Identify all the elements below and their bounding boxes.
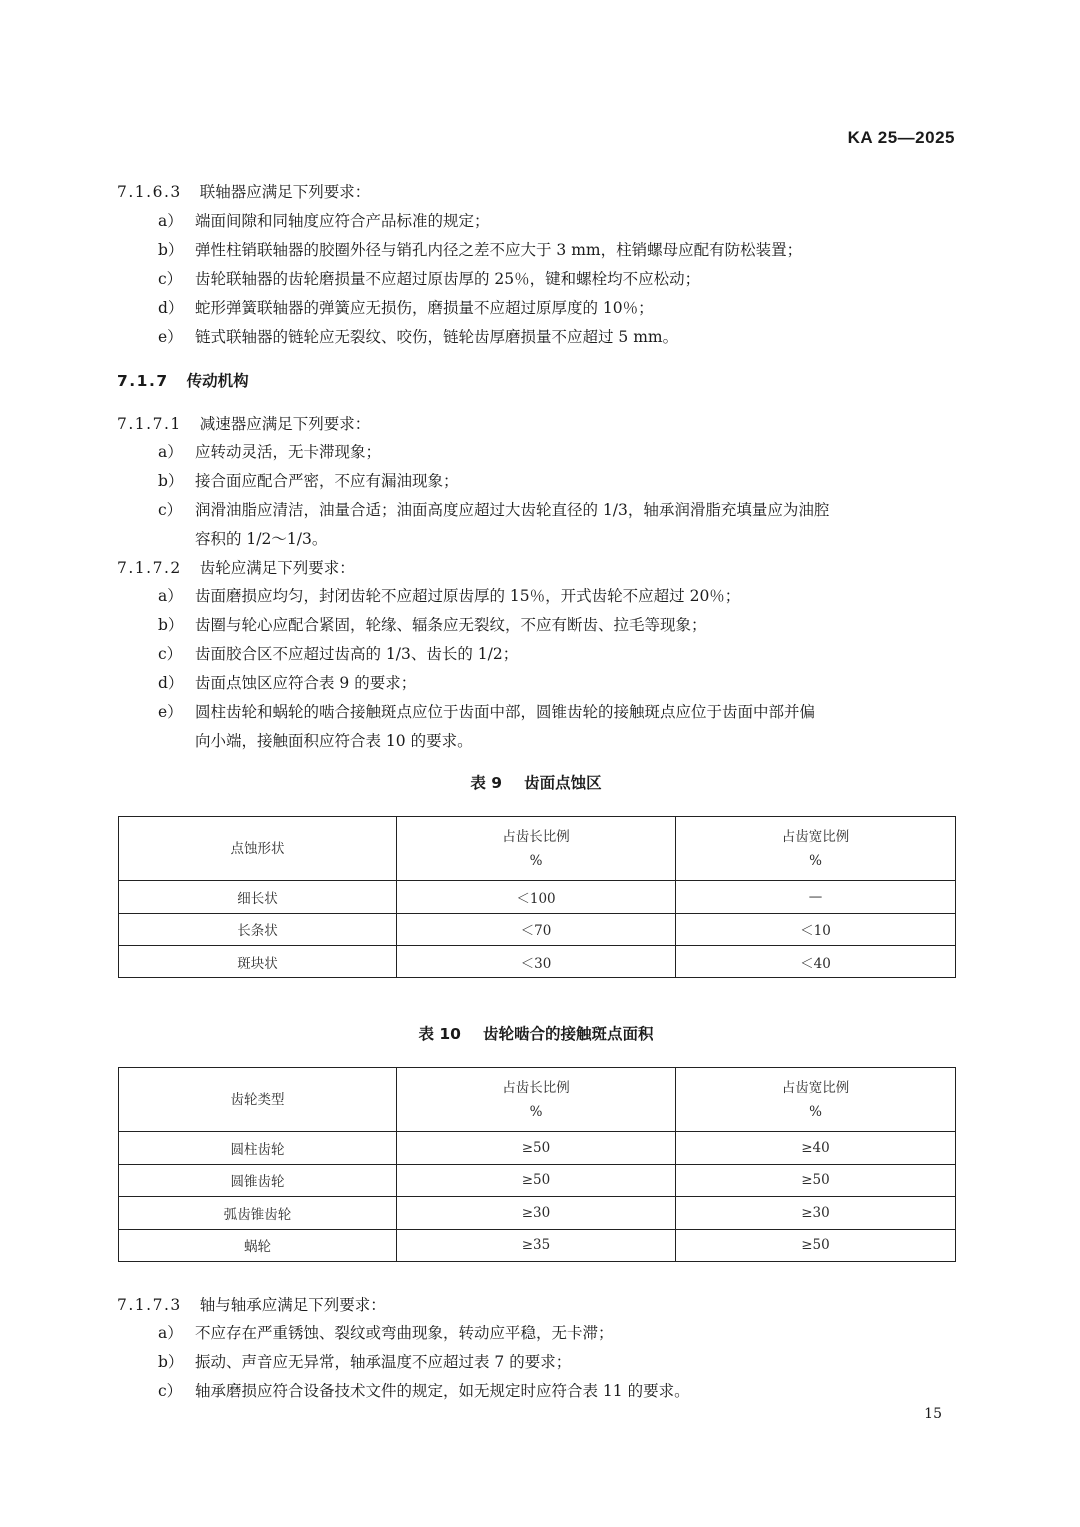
page-number: 15 bbox=[924, 1406, 942, 1422]
item-text: 蛇形弹簧联轴器的弹簧应无损伤，磨损量不应超过原厚度的 10％； bbox=[195, 299, 654, 317]
section-7-1-7-heading bbox=[117, 369, 249, 391]
item-continuation: 容积的 1/2～1/3。 bbox=[195, 530, 328, 548]
header-cell bbox=[119, 817, 397, 881]
item-text: 振动、声音应无异常，轴承温度不应超过表 7 的要求； bbox=[195, 1353, 572, 1371]
item-text: 端面间隙和同轴度应符合产品标准的规定； bbox=[195, 212, 490, 230]
item-text: 应转动灵活，无卡滞现象； bbox=[195, 443, 382, 461]
item-marker: c） bbox=[158, 645, 183, 663]
table-header-row bbox=[119, 1068, 956, 1132]
item-marker: c） bbox=[158, 501, 183, 519]
clause-title: 减速器应满足下列要求： bbox=[199, 415, 371, 433]
table-cell: ＜100 bbox=[397, 881, 676, 914]
clause-7-1-6-3 bbox=[117, 180, 370, 202]
header-cell bbox=[397, 817, 676, 881]
item-marker: b） bbox=[158, 472, 184, 490]
table-cell: 圆柱齿轮 bbox=[119, 1132, 397, 1165]
table-cell: ≥50 bbox=[676, 1164, 956, 1197]
header-text: 占齿宽比例 bbox=[781, 1079, 850, 1096]
table-cell: ＜30 bbox=[397, 946, 676, 978]
header-text: 占齿长比例 bbox=[502, 828, 570, 845]
list-item bbox=[158, 671, 416, 693]
item-marker: e） bbox=[158, 703, 183, 721]
clause-number: 7.1.6.3 bbox=[117, 183, 182, 201]
table-10 bbox=[118, 1067, 956, 1262]
table-cell: ≥40 bbox=[676, 1132, 956, 1165]
clause-7-1-7-1 bbox=[117, 412, 370, 434]
table-cell: 弧齿锥齿轮 bbox=[119, 1197, 397, 1230]
clause-7-1-7-3 bbox=[117, 1293, 386, 1315]
header-cell bbox=[397, 1068, 676, 1132]
table-cell: 圆锥齿轮 bbox=[119, 1164, 397, 1197]
table-9 bbox=[118, 816, 956, 978]
table-row bbox=[119, 1229, 956, 1261]
item-text: 接合面应配合严密，不应有漏油现象； bbox=[195, 472, 459, 490]
item-marker: a） bbox=[158, 1324, 183, 1342]
table-cell: ＜10 bbox=[676, 913, 956, 946]
table-cell: ≥50 bbox=[397, 1132, 676, 1165]
list-item bbox=[158, 440, 381, 462]
table-cell: — bbox=[676, 881, 956, 914]
item-continuation: 向小端，接触面积应符合表 10 的要求。 bbox=[195, 732, 473, 750]
item-text: 齿轮联轴器的齿轮磨损量不应超过原齿厚的 25％，键和螺栓均不应松动； bbox=[195, 270, 701, 288]
table-cell: ＜70 bbox=[397, 913, 676, 946]
header-cell bbox=[119, 1068, 397, 1132]
item-text: 不应存在严重锈蚀、裂纹或弯曲现象，转动应平稳，无卡滞； bbox=[195, 1324, 614, 1342]
table-cell: ≥30 bbox=[676, 1197, 956, 1230]
list-item bbox=[158, 1379, 690, 1401]
list-item bbox=[158, 238, 802, 260]
header-text: 占齿宽比例 bbox=[781, 828, 850, 845]
table-row bbox=[119, 1164, 956, 1197]
list-item bbox=[158, 613, 707, 635]
item-marker: d） bbox=[158, 674, 184, 692]
item-text: 齿面磨损应均匀，封闭齿轮不应超过原齿厚的 15％，开式齿轮不应超过 20％； bbox=[195, 587, 741, 605]
clause-7-1-7-2 bbox=[117, 556, 355, 578]
table-row bbox=[119, 881, 956, 914]
list-item bbox=[158, 584, 740, 606]
table-10-caption bbox=[117, 1022, 955, 1044]
list-item bbox=[158, 700, 815, 722]
header-unit: % bbox=[809, 1103, 822, 1120]
table-9-caption bbox=[117, 771, 955, 793]
item-marker: e） bbox=[158, 328, 183, 346]
item-marker: b） bbox=[158, 1353, 184, 1371]
list-item bbox=[158, 1321, 614, 1343]
table-cell: 斑块状 bbox=[119, 946, 397, 978]
list-item bbox=[158, 296, 654, 318]
clause-number: 7.1.7.3 bbox=[117, 1296, 182, 1314]
header-unit: % bbox=[809, 852, 822, 869]
table-title: 齿轮啮合的接触斑点面积 bbox=[482, 1025, 654, 1043]
header-unit: % bbox=[529, 852, 543, 869]
header-cell bbox=[676, 817, 956, 881]
table-cell: ≥30 bbox=[397, 1197, 676, 1230]
item-marker: a） bbox=[158, 587, 183, 605]
item-text: 齿面胶合区不应超过齿高的 1/3、齿长的 1/2； bbox=[195, 645, 519, 663]
table-header-row bbox=[119, 817, 956, 881]
header-text: 点蚀形状 bbox=[230, 840, 285, 857]
table-title: 齿面点蚀区 bbox=[524, 774, 602, 792]
table-cell: 细长状 bbox=[119, 881, 397, 914]
table-row bbox=[119, 946, 956, 978]
list-item bbox=[158, 267, 700, 289]
item-marker: a） bbox=[158, 212, 183, 230]
list-item bbox=[158, 498, 829, 520]
item-text: 轴承磨损应符合设备技术文件的规定，如无规定时应符合表 11 的要求。 bbox=[195, 1382, 690, 1400]
table-cell: ≥35 bbox=[397, 1229, 676, 1261]
table-row bbox=[119, 1132, 956, 1165]
table-cell: 蜗轮 bbox=[119, 1229, 397, 1261]
list-item bbox=[158, 469, 459, 491]
item-marker: c） bbox=[158, 270, 183, 288]
clause-title: 轴与轴承应满足下列要求： bbox=[199, 1296, 386, 1314]
item-text: 链式联轴器的链轮应无裂纹、咬伤，链轮齿厚磨损量不应超过 5 mm。 bbox=[195, 328, 679, 346]
table-row bbox=[119, 1197, 956, 1230]
item-marker: c） bbox=[158, 1382, 183, 1400]
item-marker: b） bbox=[158, 616, 184, 634]
list-item bbox=[158, 642, 518, 664]
item-marker: a） bbox=[158, 443, 183, 461]
list-item bbox=[158, 1350, 571, 1372]
section-number: 7.1.7 bbox=[117, 372, 169, 390]
list-item bbox=[158, 209, 490, 231]
item-text: 齿圈与轮心应配合紧固，轮缘、辐条应无裂纹，不应有断齿、拉毛等现象； bbox=[195, 616, 707, 634]
header-text: 占齿长比例 bbox=[502, 1079, 570, 1096]
header-unit: % bbox=[529, 1103, 543, 1120]
header-cell bbox=[676, 1068, 956, 1132]
item-text: 齿面点蚀区应符合表 9 的要求； bbox=[195, 674, 417, 692]
section-title: 传动机构 bbox=[186, 372, 249, 390]
item-text: 弹性柱销联轴器的胶圈外径与销孔内径之差不应大于 3 mm，柱销螺母应配有防松装置； bbox=[195, 241, 803, 259]
item-text: 圆柱齿轮和蜗轮的啮合接触斑点应位于齿面中部，圆锥齿轮的接触斑点应位于齿面中部并偏 bbox=[195, 703, 816, 721]
clause-title: 联轴器应满足下列要求： bbox=[199, 183, 371, 201]
table-cell: 长条状 bbox=[119, 913, 397, 946]
item-text: 润滑油脂应清洁，油量合适；油面高度应超过大齿轮直径的 1/3，轴承润滑脂充填量应为油腔 bbox=[195, 501, 830, 519]
table-cell: ≥50 bbox=[676, 1229, 956, 1261]
header-text: 齿轮类型 bbox=[230, 1091, 285, 1108]
clause-number: 7.1.7.1 bbox=[117, 415, 182, 433]
item-marker: b） bbox=[158, 241, 184, 259]
item-marker: d） bbox=[158, 299, 184, 317]
table-row bbox=[119, 913, 956, 946]
list-item bbox=[158, 325, 678, 347]
table-cell: ＜40 bbox=[676, 946, 956, 978]
clause-title: 齿轮应满足下列要求： bbox=[199, 559, 355, 577]
table-label: 表 10 bbox=[418, 1025, 461, 1043]
table-cell: ≥50 bbox=[397, 1164, 676, 1197]
clause-number: 7.1.7.2 bbox=[117, 559, 182, 577]
table-label: 表 9 bbox=[470, 774, 503, 792]
standard-code: KA 25—2025 bbox=[847, 128, 955, 147]
